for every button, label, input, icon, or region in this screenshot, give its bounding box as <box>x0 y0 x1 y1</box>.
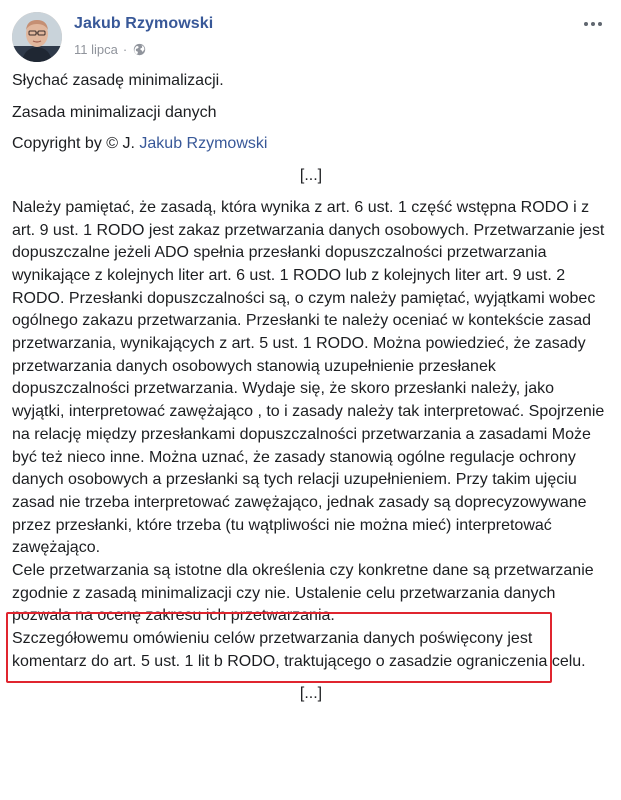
ellipsis-top: [...] <box>299 167 323 185</box>
copyright-prefix: Copyright by © J. <box>12 135 140 153</box>
paragraph-highlighted: Cele przetwarzania są istotne dla określenia czy konkretne dane są przetwarzanie zgodnie z zasadą minimalizacji czy nie. Ustalenie celu przetwarzania danych pozwala na ocenę zakresu ich przetwarzania. <box>12 562 594 625</box>
meta-separator: · <box>122 42 128 57</box>
author-name-link[interactable]: Jakub Rzymowski <box>74 15 214 32</box>
avatar-photo-icon <box>12 12 62 62</box>
more-options-icon[interactable] <box>579 14 607 34</box>
post-date-link[interactable]: 11 lipca <box>74 42 118 57</box>
more-dot <box>591 22 595 26</box>
copyright-author-link[interactable]: Jakub Rzymowski <box>139 135 268 153</box>
post-line-1: Słychać zasadę minimalizacji. <box>12 72 224 89</box>
post-content <box>12 70 610 705</box>
post-header <box>12 12 609 64</box>
copyright-line <box>12 133 610 156</box>
more-dot <box>598 22 602 26</box>
ellipsis-bottom: [...] <box>299 684 323 702</box>
paragraph-main: Należy pamiętać, że zasadą, która wynika z art. 6 ust. 1 część wstępna RODO i z art. 9 ust. 1 RODO jest zakaz przetwarzania danych osobowych. Przetwarzanie jest dopuszczalne jeżeli ADO spełnia przesłanki dopuszczalności przetwarzania wynikające z kolejnych liter art. 6 ust. 1 RODO lub z kolejnych liter art. 9 ust. 2 RODO. Przesłanki dopuszczalności są, o czym należy pamiętać, wyjątkami wobec ogólnego zakazu przetwarzania. Przesłanki te należy oceniać w kontekście zasad przetwarzania, wynikających z art. 5 ust. 1 RODO. Można powiedzieć, że zasady przetwarzania danych osobowych stanowią uzupełnienie przesłanek dopuszczalności przetwarzania. Wydaje się, że skoro przesłanki należy, jako wyjątki, interpretować zawężająco , to i zasady należy tak interpretować. Spojrzenie na relację między przesłankami dopuszczalności przetwarzania a zasadami Może być też nieco inne. Można uznać, że zasady stanowią ogólne regulacje ochrony danych osobowych a przesłanki są tych relacji uzupełnieniem. Przy takim ujęciu zasad nie trzeba interpretować zawężająco, jednak zasady są doprecyzowywane przez przesłanki, które trzeba (tu wątpliwości nie można mieć) interpretować zawężająco. <box>12 198 605 557</box>
paragraph-after: Szczegółowemu omówieniu celów przetwarzania danych poświęcony jest komentarz do art. 5 ust. 1 lit b RODO, traktującego o zasadzie ograniczenia celu. <box>12 630 586 670</box>
avatar[interactable] <box>12 12 62 62</box>
globe-icon[interactable] <box>133 43 146 56</box>
more-dot <box>584 22 588 26</box>
post-line-2: Zasada minimalizacji danych <box>12 103 217 121</box>
post-meta <box>74 42 146 57</box>
